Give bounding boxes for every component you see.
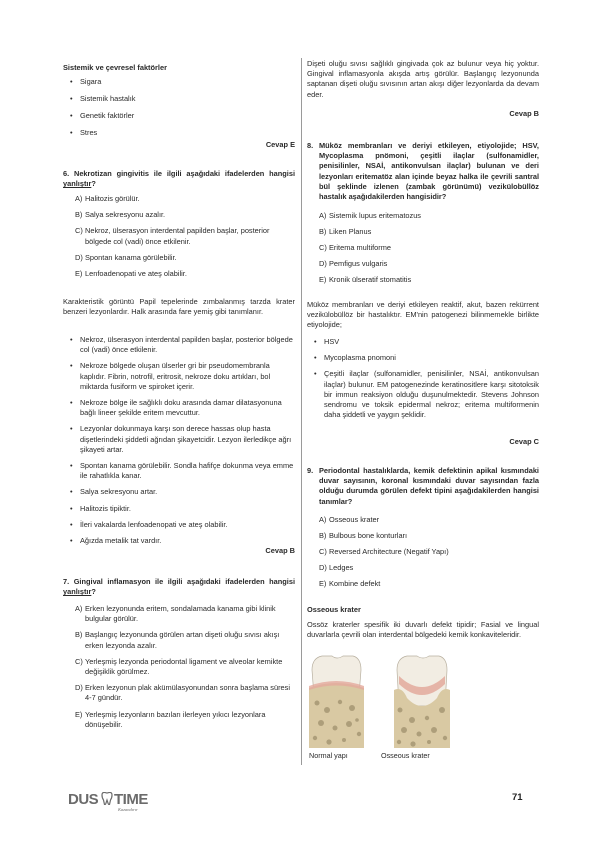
option-letter: C): [75, 656, 83, 666]
option-letter: E): [319, 578, 327, 588]
option-b: [63, 210, 295, 220]
option-e: [307, 275, 539, 285]
option-letter: A): [75, 194, 83, 203]
option-letter: E): [319, 274, 327, 284]
question-number: 8.: [307, 141, 314, 150]
question-mark: ?: [91, 179, 96, 189]
caption-crater: Osseous krater: [381, 751, 430, 760]
option-letter: D): [75, 252, 83, 262]
list-item: • Ağızda metalik tat vardır.: [63, 536, 295, 546]
logo-subtitle: Kazandırır: [118, 807, 138, 812]
option-letter: B): [75, 630, 83, 640]
list-item: • Genetik faktörler: [63, 111, 295, 121]
risk-title: Sistemik ve çevresel faktörler: [63, 63, 167, 72]
option-letter: C): [75, 226, 83, 236]
question-number: 9.: [307, 466, 314, 475]
risk-list: [63, 77, 295, 138]
option-c: [307, 243, 539, 253]
option-letter: B): [319, 530, 327, 540]
list-item: • Nekroz, ülserasyon interdental papilden başlar, posterior bölgede col (vadi) önce etkilenir.: [63, 335, 295, 355]
option-a: [63, 604, 295, 624]
option-text: Nekroz, ülserasyon interdental papilden başlar, posterior bölgede col (vadi) önce etkilenir.: [85, 226, 270, 246]
option-a: [63, 194, 295, 204]
option-text: Kronik ülseratif stomatitis: [329, 274, 412, 284]
option-text: Kombine defekt: [329, 578, 381, 588]
list-item: • Salya sekresyonu artar.: [63, 487, 295, 497]
page-number: 71: [512, 792, 523, 803]
option-letter: A): [75, 604, 83, 613]
list-item: • Sistemik hastalık: [63, 94, 295, 104]
list-item: • Lezyonlar dokunmaya karşı son derece hassas olup hasta dişetlerindeki şiddetli ağrıdan şikayetcidir. Lezyon ilerledikçe ağrı şikayeti artar.: [63, 424, 295, 455]
option-d: [307, 259, 539, 269]
question-number: 7.: [63, 577, 70, 586]
question-emphasis: yanlıştır: [63, 587, 92, 597]
option-text: Halitozis görülür.: [85, 194, 140, 203]
question-mark: ?: [91, 587, 96, 597]
list-item: • İleri vakalarda lenfoadenopati ve ateş olabilir.: [63, 520, 295, 530]
option-text: Pemfigus vulgaris: [329, 258, 388, 268]
normal-structure-illustration: [309, 656, 364, 748]
answer-label: Cevap B: [509, 109, 539, 118]
question-text: Periodontal hastalıklarda, kemik defektinin apikal kısmındaki duvar sayısının, koronal kısmındaki duvar sayısından fazla olduğu durumda görülen defekt tipini aşağıdakilerden hangisi tanımlar?: [319, 466, 539, 506]
option-text: Lenfoadenopati ve ateş olabilir.: [85, 269, 187, 279]
osseous-crater-title: Osseous krater: [307, 605, 361, 614]
answer-label: Cevap B: [265, 546, 295, 555]
list-item: • Mycoplasma pnomoni: [307, 353, 539, 363]
option-e: [63, 269, 295, 279]
option-letter: C): [319, 242, 327, 252]
q8-options: [307, 211, 539, 285]
option-text: Spontan kanama görülebilir.: [85, 252, 177, 262]
option-letter: D): [319, 258, 327, 268]
option-text: Eritema multiforme: [329, 242, 392, 252]
list-item: • HSV: [307, 337, 539, 347]
answer-label: Cevap C: [509, 437, 539, 446]
column-divider: [301, 58, 302, 765]
option-text: Bulbous bone konturları: [329, 530, 408, 540]
list-item: • Nekroze bölge ile sağlıklı doku arasında damar dilatasyonuna bağlı lineer şekilde eritem mevcuttur.: [63, 398, 295, 418]
osseous-crater-illustration: [307, 648, 457, 748]
option-letter: B): [75, 210, 83, 220]
option-b: [63, 630, 295, 650]
osseous-crater-illustration-right: [394, 656, 450, 748]
option-text: Osseous krater: [329, 515, 380, 524]
q6-options: [63, 194, 295, 279]
answer-label: Cevap E: [265, 140, 295, 149]
list-item: • Spontan kanama görülebilir. Sondla hafifçe dokunma veya emme ile rahatlıkla kanar.: [63, 461, 295, 481]
option-text: Ledges: [329, 562, 354, 572]
option-text: Reversed Architecture (Negatif Yapı): [329, 546, 449, 556]
option-a: [307, 211, 539, 221]
option-e: [307, 579, 539, 589]
question-6: [63, 169, 295, 189]
explanation-8: Müköz membranları ve deriyi etkileyen reaktif, akut, bazen rekürrent vezikülobüllöz bir hastalıktır. EM'nin patogenezi bilinmemekle birlikte etiyolojide;: [307, 300, 539, 330]
question-7: [63, 577, 295, 597]
question-number: 6.: [63, 169, 70, 178]
explanation-8-list: [307, 337, 539, 420]
option-c: [63, 226, 295, 246]
option-c: [63, 657, 295, 677]
question-8: [307, 141, 539, 202]
tooth-logo-icon: [101, 792, 113, 805]
option-letter: E): [75, 709, 83, 719]
logo-left-text: DUS: [68, 791, 99, 808]
option-letter: A): [319, 515, 327, 524]
option-e: [63, 710, 295, 730]
q9-options: [307, 515, 539, 589]
option-c: [307, 547, 539, 557]
option-letter: D): [319, 562, 327, 572]
question-9: [307, 466, 539, 507]
question-text: Gingival inflamasyon ile ilgili aşağıdaki ifadelerden hangisi: [73, 577, 295, 586]
option-letter: B): [319, 226, 327, 236]
q7-options: [63, 604, 295, 730]
option-text: Sistemik lupus eritematozus: [329, 211, 422, 220]
option-text: Salya sekresyonu azalır.: [85, 210, 166, 220]
list-item: • Nekroze bölgede oluşan ülserler gri bir pseudomembranla kaplıdır. Fibrin, notrofil, eritrosit, nekroze doku artıkları, bol miktarda fusiform ve spiroket içerir.: [63, 361, 295, 392]
explanation-6-list: [63, 335, 295, 546]
list-item: • Sigara: [63, 77, 295, 87]
option-letter: D): [75, 683, 83, 693]
question-text: Nekrotizan gingivitis ile ilgili aşağıdaki ifadelerden hangisi: [73, 169, 295, 178]
question-emphasis: yanlıştır: [63, 179, 92, 189]
option-text: Yerleşmiş lezyonda periodontal ligament ve alveolar kemikte değişiklik görülmez.: [85, 656, 283, 677]
caption-normal: Normal yapı: [309, 751, 348, 760]
list-item: • Stres: [63, 128, 295, 138]
question-text: Müköz membranları ve deriyi etkileyen, etiyolojide; HSV, Mycoplasma pnömoni, çeşitli ilaçlar (sulfonamidler, penisilinler, NSAİ, antikonvulsan ilaçlar) bulunan ve deri lezyonları eritematöz alan içinde beyaz halka ile çevrili santral bül şeklinde izlenen (zambak görünümü) vezikülobüllöz hastalık aşağıdakilerden hangisidir?: [319, 141, 539, 202]
option-letter: E): [75, 269, 83, 279]
option-text: Erken lezyonunda eritem, sondalamada kanama gibi klinik bulgular görülür.: [85, 604, 276, 624]
option-text: Erken lezyonun plak akümülasyonundan sonra başlama süresi 4-7 gündür.: [85, 683, 291, 703]
option-text: Liken Planus: [329, 226, 372, 236]
option-text: Yerleşmiş lezyonların bazıları ilerleyen yıkıcı lezyonlara dönüşebilir.: [85, 709, 266, 729]
logo-right-text: TIME: [114, 791, 148, 808]
option-d: [307, 563, 539, 573]
explanation-9: Ossöz kraterler spesifik iki duvarlı defekt tipidir; Fasial ve lingual duvarlarla çevrili olan interdental bölgedeki kemik konkaviteleridir.: [307, 620, 539, 640]
option-d: [63, 253, 295, 263]
dustime-logo: [68, 791, 158, 813]
option-letter: A): [319, 211, 327, 220]
option-b: [307, 227, 539, 237]
list-item: • Halitozis tipiktir.: [63, 504, 295, 514]
option-letter: C): [319, 546, 327, 556]
option-a: [307, 515, 539, 525]
explanation-7-continued: Dişeti oluğu sıvısı sağlıklı gingivada çok az bulunur veya hiç yoktur. Gingival inflamasyonla akışda artış görülür. Başlangıç lezyonunda saptanan dişeti oluğu sıvısının artan akışı diğer lezyonlarda da devam eder.: [307, 59, 539, 99]
option-b: [307, 531, 539, 541]
explanation-6: Karakteristik görüntü Papil tepelerinde zımbalanmış tarzda krater benzeri lezyonlardır. Halk arasında fare yemiş gibi tanımlanır.: [63, 297, 295, 317]
option-d: [63, 683, 295, 703]
option-text: Başlangıç lezyonunda görülen artan dişeti oluğu sıvısı akışı erken lezyonda azalır.: [85, 630, 280, 650]
list-item: • Çeşitli ilaçlar (sulfonamidler, penisilinler, NSAİ, antikonvulsan ilaçlar) bulunur. EM patogenezinde keratinositlere karşı sitotoksik bir immun reaksiyon olduğu duşunulmektedir. Stevens Johnson sendromu ve toksik epidermal nekroz; eritema multiformenin daha şiddetli ve yaygın şeklidir.: [307, 369, 539, 420]
